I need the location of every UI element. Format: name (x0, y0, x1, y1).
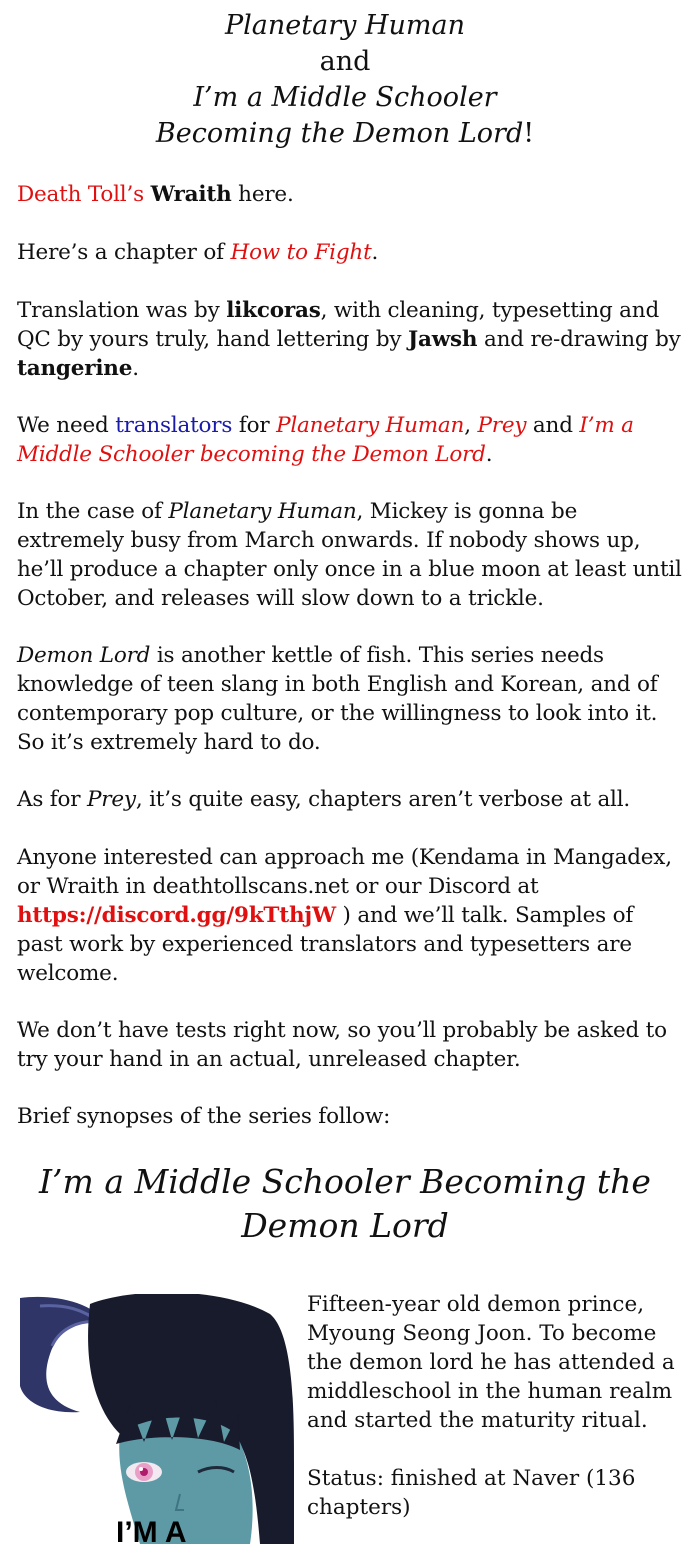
planetary-p2: , Mickey is gonna be extremely busy from March onwards. If nobody shows up, he’ll produce a chapter only once in a blue moon at least until October, and releases will slow down to a trickle. (17, 499, 682, 611)
synopses-intro (17, 1102, 682, 1131)
redrawer-name: tangerine (17, 356, 133, 381)
credits-p2: , with cleaning, typesetting and QC by yours truly, hand lettering by (17, 298, 660, 352)
contact-paragraph (17, 843, 682, 988)
prey-p2: , it’s quite easy, chapters aren’t verbose at all. (135, 787, 631, 812)
translator-name: likcoras (226, 298, 321, 323)
need-p2: for (232, 413, 277, 438)
need-p1: We need (17, 413, 116, 438)
header-exclamation: ! (523, 118, 535, 149)
header-title-demon-lord (0, 116, 690, 152)
synopsis-status: Status: finished at Naver (136 chapters) (307, 1466, 636, 1520)
need-p3: and (526, 413, 580, 438)
credits-p4: . (132, 356, 139, 381)
header-title-planetary: Planetary Human (225, 10, 465, 41)
credits-p3: and re-drawing by (477, 327, 681, 352)
group-name: Death Toll’s (17, 182, 144, 207)
cover-image (20, 1294, 294, 1544)
series-middle-schooler: I’m a Middle Schooler becoming the Demon Lord (17, 413, 634, 467)
chapter-title: How to Fight (230, 240, 372, 265)
header-and: and (319, 46, 371, 77)
need-sep: , (464, 413, 478, 438)
planetary-paragraph (17, 497, 682, 613)
synopses-text: Brief synopses of the series follow: (17, 1104, 391, 1129)
planetary-title: Planetary Human (168, 499, 357, 524)
prey-title: Prey (87, 787, 136, 812)
tests-paragraph (17, 1016, 682, 1074)
prey-paragraph (17, 785, 682, 814)
contact-p1: Anyone interested can approach me (Kendama in Mangadex, or Wraith in deathtollscans.net or our Discord at (17, 845, 672, 899)
series-prey: Prey (477, 413, 527, 438)
role-translators: translators (115, 413, 233, 438)
contact-p2: ) and we’ll talk. Samples of past work by experienced translators and typesetters are welcome. (17, 903, 634, 986)
demon-lord-text: is another kettle of fish. This series needs knowledge of teen slang in both English and Korean, and of contemporary pop culture, or the willingness to look into it. So it’s extremely hard to do. (17, 643, 658, 755)
chapter-post: . (371, 240, 379, 265)
demon-lord-paragraph (17, 641, 682, 757)
need-p4: . (485, 442, 493, 467)
chapter-paragraph (17, 238, 682, 267)
prey-p1: As for (17, 787, 88, 812)
demon-lord-title: Demon Lord (17, 643, 151, 668)
series-planetary: Planetary Human (276, 413, 465, 438)
synopsis-block (307, 1290, 682, 1522)
section-title: I’m a Middle Schooler Becoming the Demon Lord (39, 1162, 651, 1245)
synopsis-text: Fifteen-year old demon prince, Myoung Seong Joon. To become the demon lord he has attended a middleschool in the human realm and started the maturity ritual. (307, 1292, 675, 1433)
chapter-pre: Here’s a chapter of (17, 240, 231, 265)
header-title-middle-schooler: I’m a Middle Schooler (193, 82, 497, 113)
intro-rest: here. (231, 182, 294, 207)
intro-paragraph (17, 180, 682, 209)
planetary-p1: In the case of (17, 499, 169, 524)
recruitment-paragraph (17, 411, 682, 469)
series-header (0, 8, 690, 152)
credits-paragraph (17, 296, 682, 383)
discord-link[interactable]: https://discord.gg/9kTthjW (17, 903, 336, 928)
author-name: Wraith (150, 182, 232, 207)
cover-illustration (20, 1294, 294, 1544)
header-demon-lord-text: Becoming the Demon Lord (155, 118, 524, 149)
letterer-name: Jawsh (408, 327, 478, 352)
cover-title-fragment: I’M A (116, 1516, 187, 1544)
tests-text: We don’t have tests right now, so you’ll probably be asked to try your hand in an actual, unreleased chapter. (17, 1018, 667, 1072)
credits-p1: Translation was by (17, 298, 227, 323)
